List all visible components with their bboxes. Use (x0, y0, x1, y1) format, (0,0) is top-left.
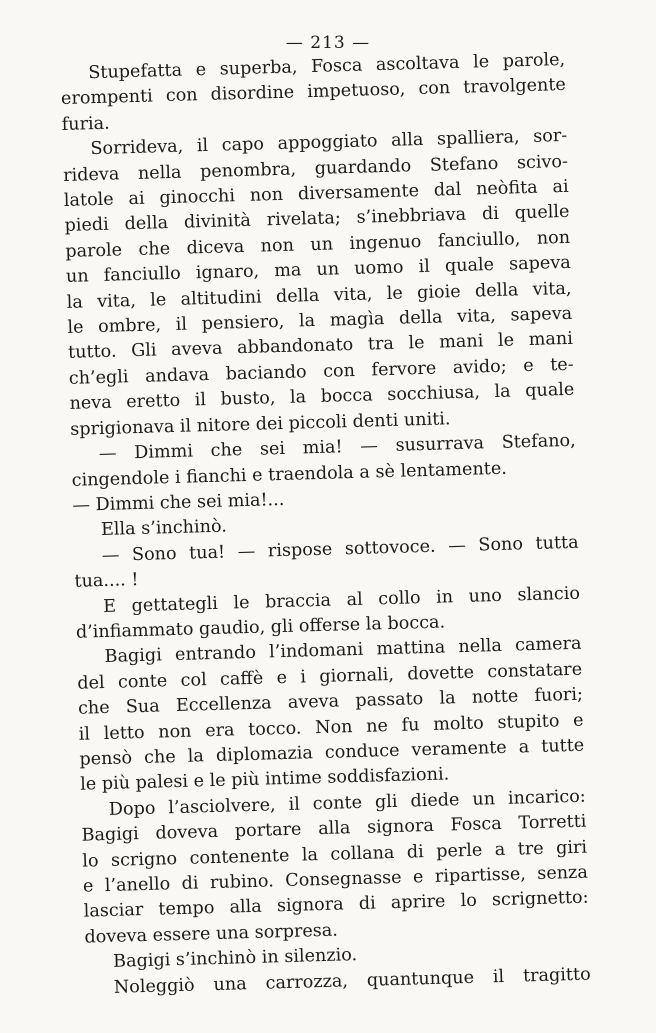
text-line: Stupefatta e superba, Fosca ascoltava le parole, (88, 49, 566, 84)
text-line: le ombre, il pensiero, la magìa della vita, sapeva (67, 303, 573, 338)
text-line: il letto non era tocco. Non ne fu molto stupito e (78, 710, 584, 745)
text-line: Sorrideva, il capo appoggiato alla spalliera, sor- (90, 126, 568, 160)
text-line: Noleggiò una carrozza, quantunque il tragitto (113, 964, 591, 998)
text-line: neva eretto il busto, la bocca socchiusa, la quale (69, 380, 575, 415)
text-line: che Sua Eccellenza aveva passato la notte fuori; (77, 684, 584, 719)
text-line: Bagigi entrando l’indomani mattina nella camera (104, 634, 582, 668)
text-line: un fanciullo ignaro, ma un uomo il quale sapeva (65, 253, 572, 288)
text-line: lasciar tempo alla signora di aprire lo scrignetto: (83, 887, 589, 923)
text-line: pensò che la diplomazia conduce veramente a tutte (79, 735, 585, 770)
text-line: erompenti con disordine impetuoso, con travolgente (60, 75, 567, 110)
text-line: rideva nella penombra, guardando Stefano scivo- (62, 151, 569, 186)
text-line: parole che diceva non un ingenuo fanciullo, non (65, 227, 571, 262)
text-line: Bagigi s’inchinò in silenzio. (112, 945, 358, 973)
text-line: Bagigi doveva portare alla signora Fosca Torretti (81, 811, 587, 846)
text-line: — Sono tua! — rispose sottovoce. — Sono tutta (101, 532, 579, 566)
text-line: lo scrigno contenente la collana di perle a tre giri (82, 837, 588, 872)
body-text (60, 48, 591, 1002)
text-line: piedi della divinità rivelata; s’inebbriava di quelle (64, 202, 570, 237)
text-line: e l’anello di rubino. Consegnasse e ripartisse, senza (82, 862, 589, 897)
text-line: la vita, le altitudini della vita, le gioie della vita, (66, 278, 572, 313)
text-line: cingendole i fianchi e traendola a sè lentamente. (71, 458, 508, 491)
text-line: Dopo l’asciolvere, il conte gli diede un incarico: (108, 786, 586, 820)
text-line: sprigionava il nitore dei piccoli denti uniti. (69, 408, 451, 440)
text-line: tutto. Gli aveva abbandonato tra le mani le mani (67, 329, 574, 364)
text-line: Ella s’inchinò. (100, 516, 228, 541)
text-line: furia. (61, 113, 110, 135)
page-number: — 213 — (285, 33, 371, 53)
text-line: d’infiammato gaudio, gli offerse la bocca. (75, 612, 446, 643)
text-line: tua.... ! (74, 570, 139, 592)
text-line: latole ai ginocchi non diversamente dal neòfita ai (63, 176, 569, 211)
text-line: — Dimmi che sei mia! — susurrava Stefano, (98, 430, 576, 465)
text-line: del conte col caffè e i giornali, dovette constatare (77, 659, 583, 694)
text-line: — Dimmi che sei mia!... (72, 489, 285, 516)
text-line: le più palesi e le più intime soddisfazioni. (79, 764, 450, 796)
text-line: ch’egli andava baciando con fervore avido; e te- (68, 354, 574, 389)
text-line: E gettategli le braccia al collo in uno slancio (102, 583, 581, 617)
text-line: doveva essere una sorpresa. (84, 920, 339, 948)
